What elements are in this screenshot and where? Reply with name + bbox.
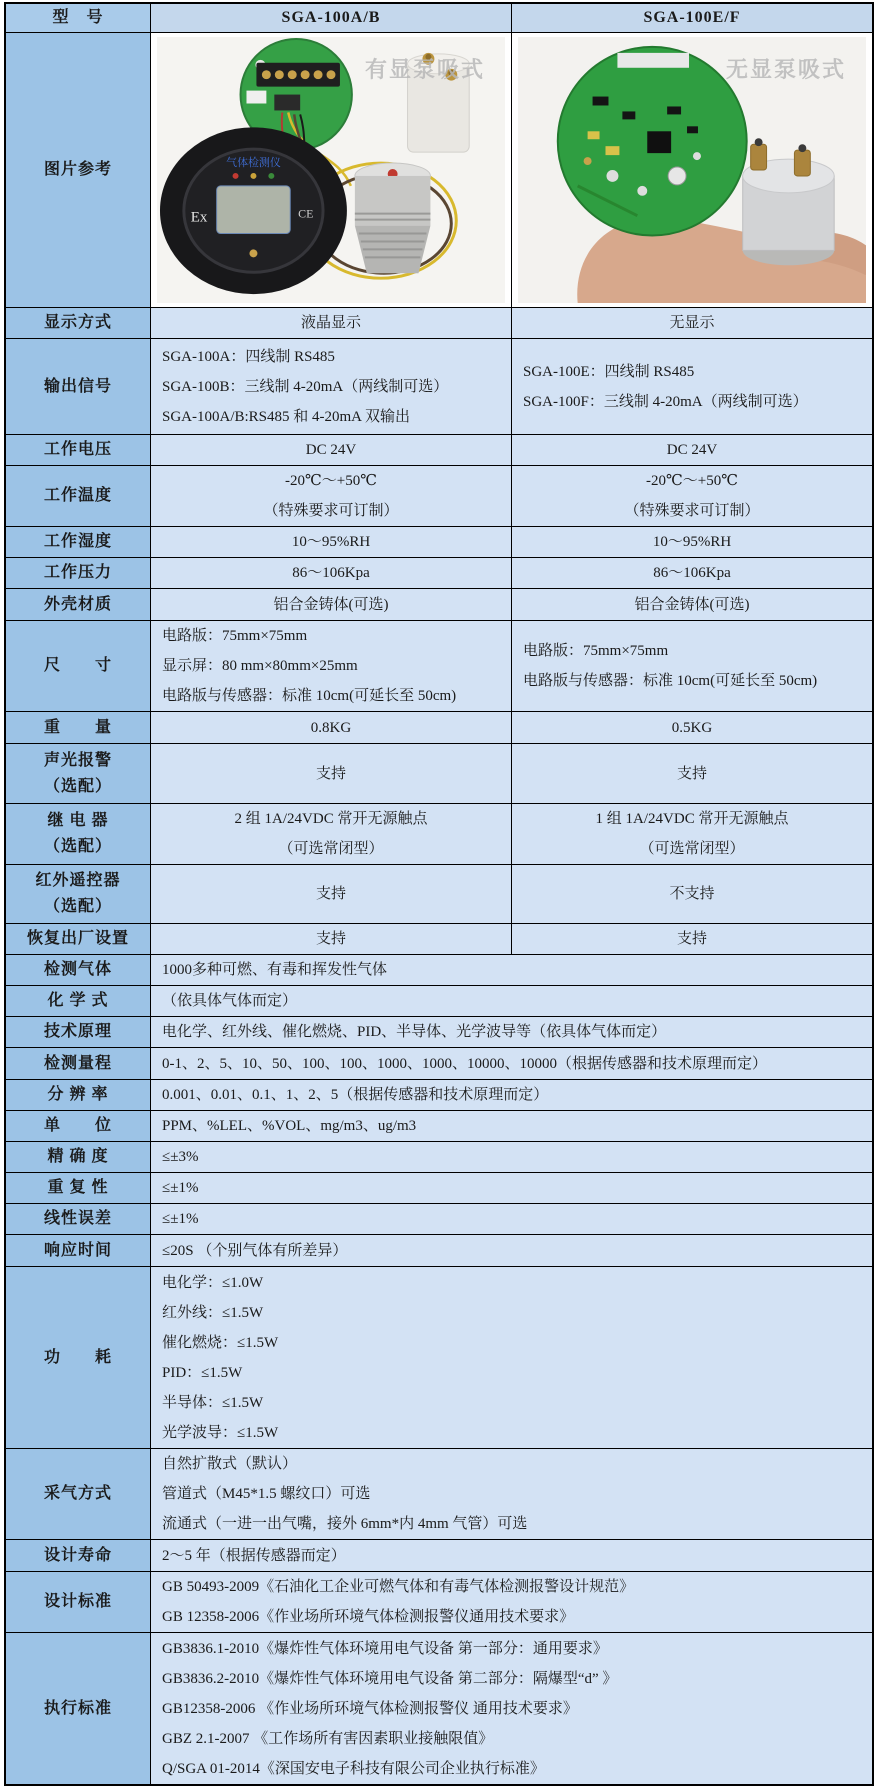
spec-cell-model-ef [512,435,872,465]
spec-cell-span [151,986,872,1016]
spec-value-line: 电化学：≤1.0W [162,1274,264,1291]
spec-row-unit [6,1110,872,1141]
spec-row-label-text: 设计寿命 [43,1546,112,1564]
spec-cell-model-ab [151,466,512,526]
spec-cell-span [151,1572,872,1632]
sensor-cylinder-icon [355,163,431,273]
spec-value-line: 电化学、红外线、催化燃烧、PID、半导体、光学波导等（依具体气体而定） [162,1024,667,1040]
spec-row-repeatability [6,1172,872,1203]
spec-row-shell [6,588,872,620]
spec-row-factory_reset [6,923,872,954]
spec-value-line: 2～5 年（根据传感器而定） [162,1547,346,1564]
watermark-right: 无显泵吸式 [725,57,846,82]
spec-value-line: GBZ 2.1-2007 《工作场所有害因素职业接触限值》 [162,1730,494,1747]
spec-cell-model-ab [151,308,512,338]
spec-row-label-text: 采气方式 [43,1485,112,1502]
spec-value-line: 0.8KG [310,719,352,736]
spec-value-line: ≤20S （个别气体有所差异） [162,1242,348,1259]
spec-row-label-text: 分 辨 率 [47,1086,109,1103]
spec-cell-model-ef [512,924,872,954]
spec-row-label-text: 输出信号 [43,377,112,395]
spec-value-line: 0.001、0.01、0.1、1、2、5（根据传感器和技术原理而定） [162,1087,549,1103]
spec-row-label [6,1235,151,1266]
spec-row-label-text: 线性误差 [43,1210,112,1227]
spec-row-label-text: 工作温度 [43,487,112,504]
product-photo-right [518,37,866,303]
table-header-row [6,4,872,32]
spec-row-label-text: 功 耗 [43,1348,112,1366]
spec-value-line: GB 12358-2006《作业场所环境气体检测报警仪通用技术要求》 [162,1609,575,1625]
spec-cell-model-ef [512,589,872,620]
spec-row-label-text: 重 量 [43,718,112,736]
spec-value-line: GB3836.2-2010《爆炸性气体环境用电气设备 第二部分：隔爆型“d” 》 [162,1670,618,1687]
ce-mark: CE [298,206,314,221]
spec-row-label-text: 恢复出厂设置 [26,930,129,947]
spec-value-line: PPM、%LEL、%VOL、mg/m3、ug/m3 [162,1118,417,1134]
spec-row-formula [6,985,872,1016]
spec-value-line: 铝合金铸体(可选) [634,596,750,613]
spec-row-voltage [6,434,872,465]
spec-row-label-text: 声光报警 [43,751,112,769]
spec-cell-model-ef [512,621,872,711]
spec-value-line: 光学波导：≤1.5W [162,1424,279,1441]
spec-value-line: GB3836.1-2010《爆炸性气体环境用电气设备 第一部分：通用要求》 [162,1640,608,1657]
spec-row-label [6,1540,151,1571]
spec-row-lifespan [6,1539,872,1571]
spec-value-line: 支持 [676,931,707,947]
spec-row-label [6,466,151,526]
spec-value-line: 液晶显示 [300,315,361,331]
spec-row-label-text: 继 电 器 [47,812,109,829]
spec-row-gas [6,954,872,985]
spec-row-label-text: 精 确 度 [47,1148,109,1165]
spec-value-line: -20℃～+50℃ [645,473,738,489]
spec-value-line: 支持 [315,886,346,902]
spec-row-label [6,435,151,465]
spec-row-resolution [6,1079,872,1110]
spec-row-label-text: 重 复 性 [47,1179,109,1196]
spec-value-line: 无显示 [669,315,715,331]
spec-value-line: 电路版：75mm×75mm [162,628,308,644]
spec-row-power [6,1266,872,1448]
spec-row-output_signal [6,338,872,434]
spec-cell-model-ef [512,527,872,557]
spec-value-line: 10～95%RH [291,534,371,550]
spec-value-line: 0-1、2、5、10、50、100、100、1000、1000、10000、10000（根据传感器和技术原理而定） [162,1055,767,1072]
spec-row-temperature [6,465,872,526]
spec-row-label [6,924,151,954]
spec-cell-span [151,1017,872,1047]
spec-row-accuracy [6,1141,872,1172]
spec-row-label [6,621,151,711]
spec-value-line: 1000多种可燃、有毒和挥发性气体 [162,962,388,978]
spec-value-line: 显示屏：80 mm×80mm×25mm [162,658,358,674]
spec-row-label [6,955,151,985]
spec-row-label [6,712,151,743]
spec-value-line: 电路版：75mm×75mm [523,643,669,659]
spec-row-label [6,1633,151,1784]
spec-row-label [6,1449,151,1539]
spec-value-line: 催化燃烧：≤1.5W [162,1334,279,1351]
spec-row-label [6,1080,151,1110]
spec-row-linearity [6,1203,872,1234]
spec-row-label [6,558,151,588]
spec-value-line: （特殊要求可订制） [263,503,399,519]
spec-row-label-text: 尺 寸 [43,657,112,674]
spec-value-line: DC 24V [666,442,718,458]
spec-row-remote [6,864,872,923]
spec-value-line: PID：≤1.5W [162,1364,243,1381]
spec-cell-model-ab [151,621,512,711]
spec-row-label-text: 工作压力 [43,564,112,581]
spec-value-line: SGA-100F：三线制 4-20mA（两线制可选） [523,393,808,410]
spec-row-humidity [6,526,872,557]
pcb-board-icon [558,47,747,236]
spec-cell-span [151,1540,872,1571]
spec-value-line: 1 组 1A/24VDC 常开无源触点 [595,811,789,827]
spec-cell-model-ab [151,589,512,620]
ex-mark: Ex [190,209,208,226]
spec-row-label [6,804,151,864]
spec-value-line: （依具体气体而定） [162,993,298,1009]
spec-cell-model-ab [151,527,512,557]
spec-row-label-subtext: （选配） [43,898,112,915]
spec-row-design_std [6,1571,872,1632]
spec-row-label [6,1111,151,1141]
spec-cell-model-ab [151,558,512,588]
spec-row-label [6,1173,151,1203]
spec-cell-model-ef [512,804,872,864]
spec-cell-model-ef [512,744,872,803]
spec-value-line: ≤±1% [162,1211,199,1227]
photo-row-label: 图片参考 [6,33,151,307]
spec-row-label-text: 响应时间 [43,1241,112,1259]
spec-cell-model-ab [151,865,512,923]
spec-value-line: 铝合金铸体(可选) [273,596,389,613]
spec-value-line: 10～95%RH [652,534,732,550]
spec-cell-model-ef [512,339,872,434]
spec-row-label-subtext: （选配） [43,838,112,855]
spec-row-label-text: 检测气体 [43,961,112,978]
spec-row-label [6,1572,151,1632]
spec-value-line: DC 24V [305,442,357,458]
spec-row-pressure [6,557,872,588]
header-model-label: 型 号 [6,4,151,32]
spec-row-label [6,589,151,620]
spec-value-line: 支持 [676,765,707,782]
spec-value-line: Q/SGA 01-2014《深国安电子科技有限公司企业执行标准》 [162,1760,545,1777]
spec-cell-span [151,1080,872,1110]
product-photo-left [157,37,505,303]
spec-row-label-subtext: （选配） [43,777,112,795]
spec-cell-model-ef [512,712,872,743]
photo-reference-row [6,32,872,307]
spec-value-line: ≤±3% [162,1149,199,1165]
spec-row-label-text: 化 学 式 [47,992,109,1009]
spec-cell-span [151,955,872,985]
spec-row-label-text: 外壳材质 [43,595,112,613]
spec-row-label [6,339,151,434]
spec-row-size [6,620,872,711]
spec-cell-span [151,1048,872,1079]
spec-value-line: 自然扩散式（默认） [162,1456,298,1472]
spec-value-line: GB 50493-2009《石油化工企业可燃气体和有毒气体检测报警设计规范》 [162,1579,635,1595]
spec-value-line: 管道式（M45*1.5 螺纹口）可选 [162,1486,371,1502]
spec-cell-span [151,1142,872,1172]
spec-value-line: 红外线：≤1.5W [162,1304,264,1321]
spec-value-line: （可选常闭型） [639,841,745,857]
spec-value-line: 支持 [315,931,346,947]
spec-row-display_mode [6,307,872,338]
spec-row-label-text: 单 位 [43,1117,112,1134]
spec-value-line: SGA-100A/B:RS485 和 4-20mA 双输出 [162,408,410,425]
spec-row-label-text: 执行标准 [43,1699,112,1717]
photo-cell-left [151,33,512,307]
spec-value-line: -20℃～+50℃ [284,473,377,489]
device-screen-title: 气体检测仪 [226,157,281,170]
spec-row-label-text: 技术原理 [43,1023,112,1040]
spec-row-label [6,308,151,338]
spec-row-exec_std [6,1632,872,1784]
spec-row-label [6,1017,151,1047]
spec-cell-model-ab [151,339,512,434]
spec-value-line: （可选常闭型） [278,841,384,857]
spec-cell-model-ab [151,744,512,803]
spec-cell-model-ef [512,308,872,338]
spec-row-response [6,1234,872,1266]
spec-row-label [6,1267,151,1448]
spec-row-label-text: 检测量程 [43,1054,112,1072]
spec-cell-model-ab [151,712,512,743]
spec-value-line: ≤±1% [162,1180,199,1196]
spec-cell-model-ef [512,466,872,526]
spec-value-line: 流通式（一进一出气嘴，接外 6mm*内 4mm 气管）可选 [162,1516,528,1532]
spec-row-label-text: 红外遥控器 [35,872,121,889]
header-model-right: SGA-100E/F [512,4,872,32]
spec-value-line: 电路版与传感器：标准 10cm(可延长至 50cm) [523,673,818,689]
spec-value-line: 86～106Kpa [653,565,731,581]
spec-cell-model-ef [512,558,872,588]
spec-cell-span [151,1173,872,1203]
spec-row-label [6,1204,151,1234]
spec-value-line: GB12358-2006 《作业场所环境气体检测报警仪 通用技术要求》 [162,1700,578,1717]
spec-cell-span [151,1267,872,1448]
spec-value-line: 不支持 [669,886,715,902]
spec-value-line: 86～106Kpa [292,565,370,581]
spec-row-label-text: 显示方式 [43,314,112,331]
spec-cell-span [151,1449,872,1539]
watermark-left: 有显泵吸式 [364,57,485,82]
product-spec-table [4,2,874,1786]
spec-row-label [6,1142,151,1172]
spec-row-label [6,865,151,923]
spec-cell-span [151,1111,872,1141]
spec-row-range [6,1047,872,1079]
spec-cell-span [151,1633,872,1784]
spec-row-label [6,1048,151,1079]
gauge-device-icon [160,127,347,294]
spec-row-weight [6,711,872,743]
spec-cell-model-ef [512,865,872,923]
photo-cell-right [512,33,872,307]
spec-row-label-text: 工作电压 [43,441,112,458]
spec-row-sound_alarm [6,743,872,803]
spec-row-label [6,744,151,803]
spec-value-line: SGA-100B：三线制 4-20mA（两线制可选） [162,378,449,395]
spec-cell-span [151,1204,872,1234]
spec-value-line: SGA-100A：四线制 RS485 [162,348,335,365]
spec-row-label-text: 工作湿度 [43,533,112,550]
spec-cell-model-ab [151,804,512,864]
spec-value-line: SGA-100E：四线制 RS485 [523,363,695,380]
spec-row-label-text: 设计标准 [43,1593,112,1610]
spec-row-label [6,527,151,557]
spec-value-line: 0.5KG [671,719,713,736]
spec-value-line: 半导体：≤1.5W [162,1394,264,1411]
spec-row-relay [6,803,872,864]
spec-value-line: 支持 [315,765,346,782]
spec-cell-model-ab [151,924,512,954]
spec-row-label [6,986,151,1016]
spec-cell-span [151,1235,872,1266]
spec-value-line: （特殊要求可订制） [624,503,760,519]
spec-cell-model-ab [151,435,512,465]
spec-value-line: 电路版与传感器：标准 10cm(可延长至 50cm) [162,688,457,704]
spec-row-principle [6,1016,872,1047]
spec-value-line: 2 组 1A/24VDC 常开无源触点 [234,811,428,827]
header-model-left: SGA-100A/B [151,4,512,32]
spec-row-sampling [6,1448,872,1539]
